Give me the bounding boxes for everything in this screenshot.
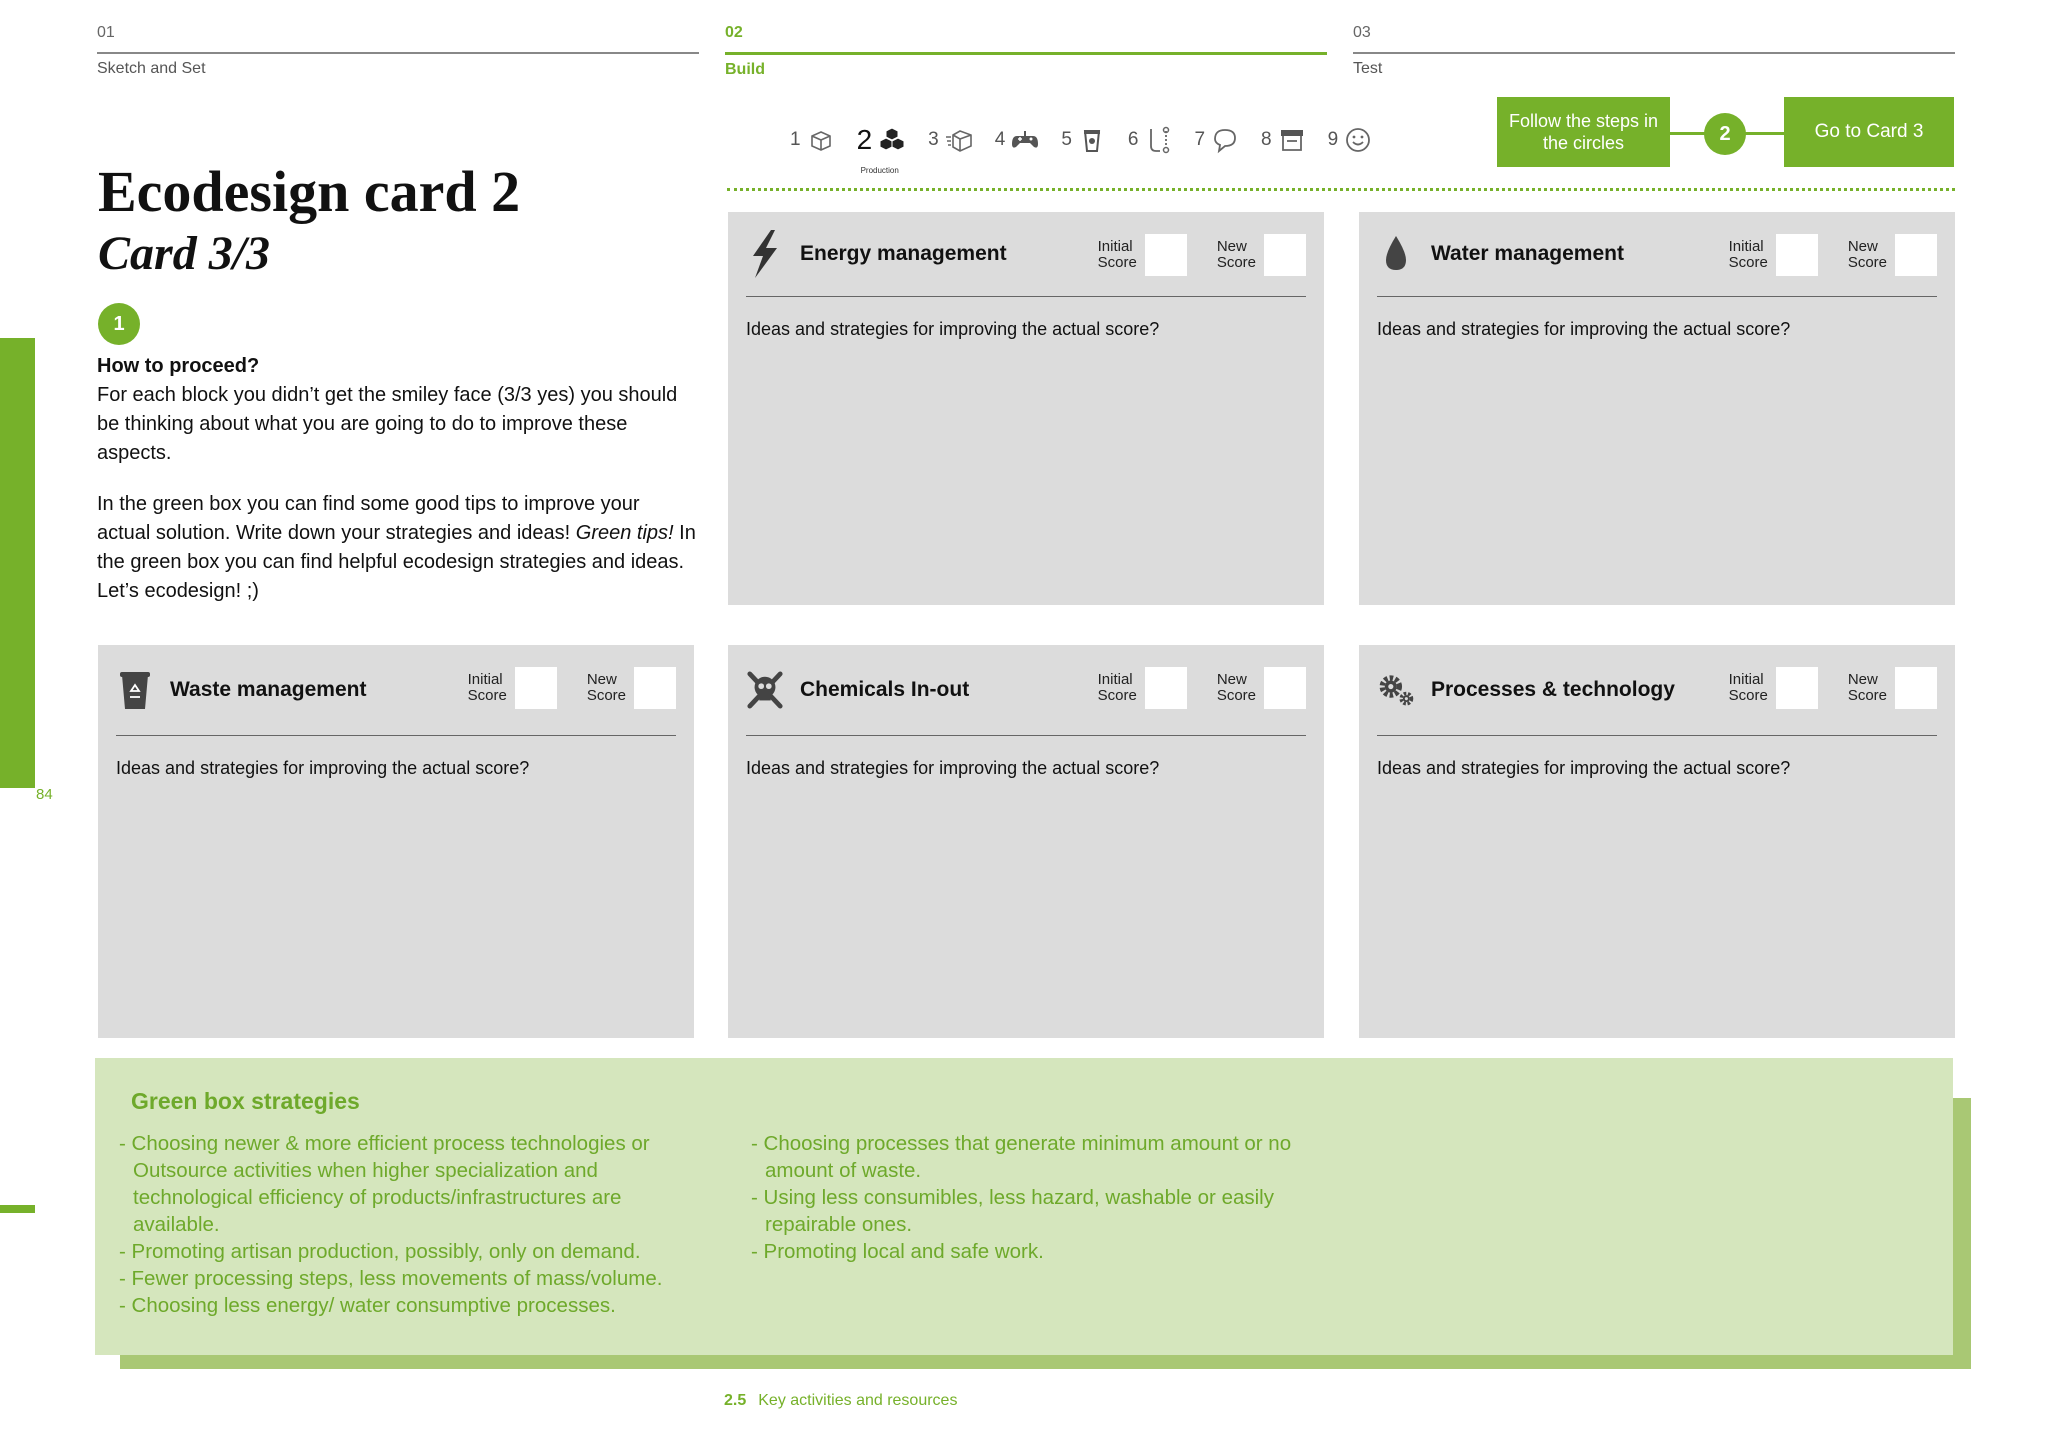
phase-test (1353, 24, 1955, 78)
initial-score-label: Initial Score (1728, 671, 1768, 704)
new-score (1848, 234, 1937, 276)
initial-score (1729, 667, 1818, 709)
current-step-circle: 2 (1704, 113, 1746, 155)
dotted-divider (727, 188, 1955, 191)
new-score-box[interactable] (1264, 234, 1306, 276)
initial-score-box[interactable] (1776, 234, 1818, 276)
step-4[interactable] (995, 126, 1040, 154)
phase-number: 03 (1353, 24, 1371, 41)
phase-label: Build (725, 61, 765, 78)
card-energy-management (728, 212, 1324, 605)
intro-paragraph-2 (97, 490, 697, 606)
new-score-box[interactable] (1895, 667, 1937, 709)
lightning-icon (746, 229, 784, 279)
left-section-marker (0, 1205, 35, 1213)
card-water-management (1359, 212, 1955, 605)
smiley-icon (1344, 126, 1372, 154)
cubes-icon (878, 126, 906, 154)
card-title: Processes & technology (1431, 678, 1675, 701)
footer-section-number: 2.5 (724, 1392, 747, 1409)
steps-row (790, 110, 1372, 175)
card-title: Waste management (170, 678, 367, 701)
card-header (746, 645, 1306, 736)
strategy-item: - Choosing processes that generate minimum amount or no amount of waste. (751, 1132, 1292, 1182)
initial-score-label: Initial Score (1097, 671, 1137, 704)
step-number: 7 (1194, 129, 1206, 150)
step-8[interactable] (1261, 126, 1306, 154)
strategy-item: - Using less consumibles, less hazard, washable or easily repairable ones. (751, 1186, 1274, 1236)
phase-rule (725, 52, 1327, 55)
new-score-box[interactable] (634, 667, 676, 709)
step-7[interactable] (1194, 126, 1239, 154)
cup-icon (1078, 126, 1106, 154)
card-waste-management (98, 645, 694, 1038)
score-fields (1098, 234, 1306, 276)
route-icon (1144, 126, 1172, 154)
page-number: 84 (36, 786, 53, 803)
card-title: Chemicals In-out (800, 678, 970, 701)
card-header (1377, 212, 1937, 297)
strategies-column-1 (119, 1130, 679, 1319)
step-sublabel: Production (860, 166, 899, 175)
new-score-box[interactable] (1895, 234, 1937, 276)
step-number: 2 (856, 124, 873, 155)
step-2[interactable] (856, 124, 907, 175)
how-to-proceed-heading: How to proceed? (97, 355, 260, 377)
initial-score (1729, 234, 1818, 276)
step-number: 8 (1261, 129, 1272, 150)
strategy-item: - Promoting local and safe work. (751, 1240, 1044, 1263)
strategy-item: - Choosing newer & more efficient process technologies or Outsource activities when higher specialization and technological efficiency of products/infrastructures are available. (119, 1132, 650, 1236)
green-box-strategies (95, 1058, 1953, 1355)
follow-steps-box: Follow the steps in the circles (1497, 97, 1670, 167)
step-badge: 1 (98, 303, 140, 345)
initial-score-box[interactable] (1776, 667, 1818, 709)
card-header (746, 212, 1306, 297)
card-title: Energy management (800, 242, 1007, 265)
cube-icon (807, 126, 835, 154)
new-score-label: New Score (1847, 671, 1887, 704)
step-number: 3 (928, 129, 939, 150)
phase-number: 01 (97, 24, 115, 41)
card-prompt: Ideas and strategies for improving the actual score? (116, 758, 530, 778)
step-3[interactable] (928, 126, 973, 154)
page-footer (724, 1392, 957, 1410)
score-fields (1098, 667, 1306, 709)
initial-score-box[interactable] (1145, 234, 1187, 276)
initial-score-box[interactable] (515, 667, 557, 709)
gamepad-icon (1011, 126, 1039, 154)
water-drop-icon (1377, 229, 1415, 279)
strategy-item: - Choosing less energy/ water consumptive processes. (119, 1294, 616, 1317)
initial-score-label: Initial Score (467, 671, 507, 704)
strategy-item: - Fewer processing steps, less movements of mass/volume. (119, 1267, 663, 1290)
phase-rule (97, 52, 699, 54)
left-section-tab (0, 338, 35, 788)
step-number: 5 (1061, 129, 1072, 150)
phase-sketch-and-set (97, 24, 699, 78)
new-score-label: New Score (1216, 238, 1256, 271)
step-number: 1 (790, 129, 801, 150)
intro-emphasis: Green tips! (575, 522, 674, 544)
step-number: 9 (1327, 129, 1339, 150)
score-fields (1729, 667, 1937, 709)
new-score (1217, 234, 1306, 276)
initial-score (1098, 667, 1187, 709)
step-6[interactable] (1128, 126, 1173, 154)
card-prompt: Ideas and strategies for improving the actual score? (1377, 319, 1791, 339)
skull-crossbones-icon (746, 665, 784, 715)
step-1[interactable] (790, 126, 835, 154)
card-header (116, 645, 676, 736)
intro-text-part: In the green box you can find helpful ecodesign strategies and ideas. Let’s ecodesign! ;) (97, 522, 696, 602)
step-number: 6 (1127, 129, 1139, 150)
package-icon (945, 126, 973, 154)
gears-icon (1377, 665, 1415, 715)
card-prompt: Ideas and strategies for improving the actual score? (1377, 758, 1791, 778)
card-chemicals-in-out (728, 645, 1324, 1038)
score-fields (1729, 234, 1937, 276)
initial-score (1098, 234, 1187, 276)
new-score-label: New Score (586, 671, 626, 704)
go-to-card-button[interactable]: Go to Card 3 (1784, 97, 1954, 167)
intro-paragraph-1: For each block you didn’t get the smiley face (3/3 yes) you should be thinking about what you are going to do to improve these aspects. (97, 384, 678, 464)
phase-rule (1353, 52, 1955, 54)
new-score (1217, 667, 1306, 709)
chat-icon (1211, 126, 1239, 154)
card-processes-technology (1359, 645, 1955, 1038)
strategy-item: - Promoting artisan production, possibly, only on demand. (119, 1240, 641, 1263)
strategies-column-2 (751, 1130, 1311, 1265)
step-number: 4 (994, 129, 1006, 150)
phase-build (725, 24, 1327, 79)
new-score (1848, 667, 1937, 709)
card-header (1377, 645, 1937, 736)
initial-score-label: Initial Score (1728, 238, 1768, 271)
initial-score-box[interactable] (1145, 667, 1187, 709)
shop-icon (1278, 126, 1306, 154)
page-subtitle: Card 3/3 (98, 227, 271, 280)
step-5[interactable] (1061, 126, 1106, 154)
step-9[interactable] (1328, 126, 1373, 154)
intro-text-part: In the green box you can find some good tips to improve your actual solution. Write down your strategies and ideas! (97, 493, 640, 544)
score-fields (468, 667, 676, 709)
recycle-bin-icon (116, 665, 154, 715)
new-score-label: New Score (1847, 238, 1887, 271)
card-prompt: Ideas and strategies for improving the actual score? (746, 319, 1160, 339)
phase-label: Sketch and Set (97, 60, 206, 77)
footer-section-label: Key activities and resources (758, 1392, 958, 1409)
card-prompt: Ideas and strategies for improving the actual score? (746, 758, 1160, 778)
initial-score (468, 667, 557, 709)
intro-text (97, 352, 697, 628)
phase-number: 02 (725, 24, 743, 41)
phase-label: Test (1353, 60, 1383, 77)
card-title: Water management (1431, 242, 1624, 265)
new-score-label: New Score (1216, 671, 1256, 704)
green-box-title: Green box strategies (131, 1088, 360, 1114)
page-title: Ecodesign card 2 (98, 159, 521, 224)
initial-score-label: Initial Score (1097, 238, 1137, 271)
new-score-box[interactable] (1264, 667, 1306, 709)
new-score (587, 667, 676, 709)
